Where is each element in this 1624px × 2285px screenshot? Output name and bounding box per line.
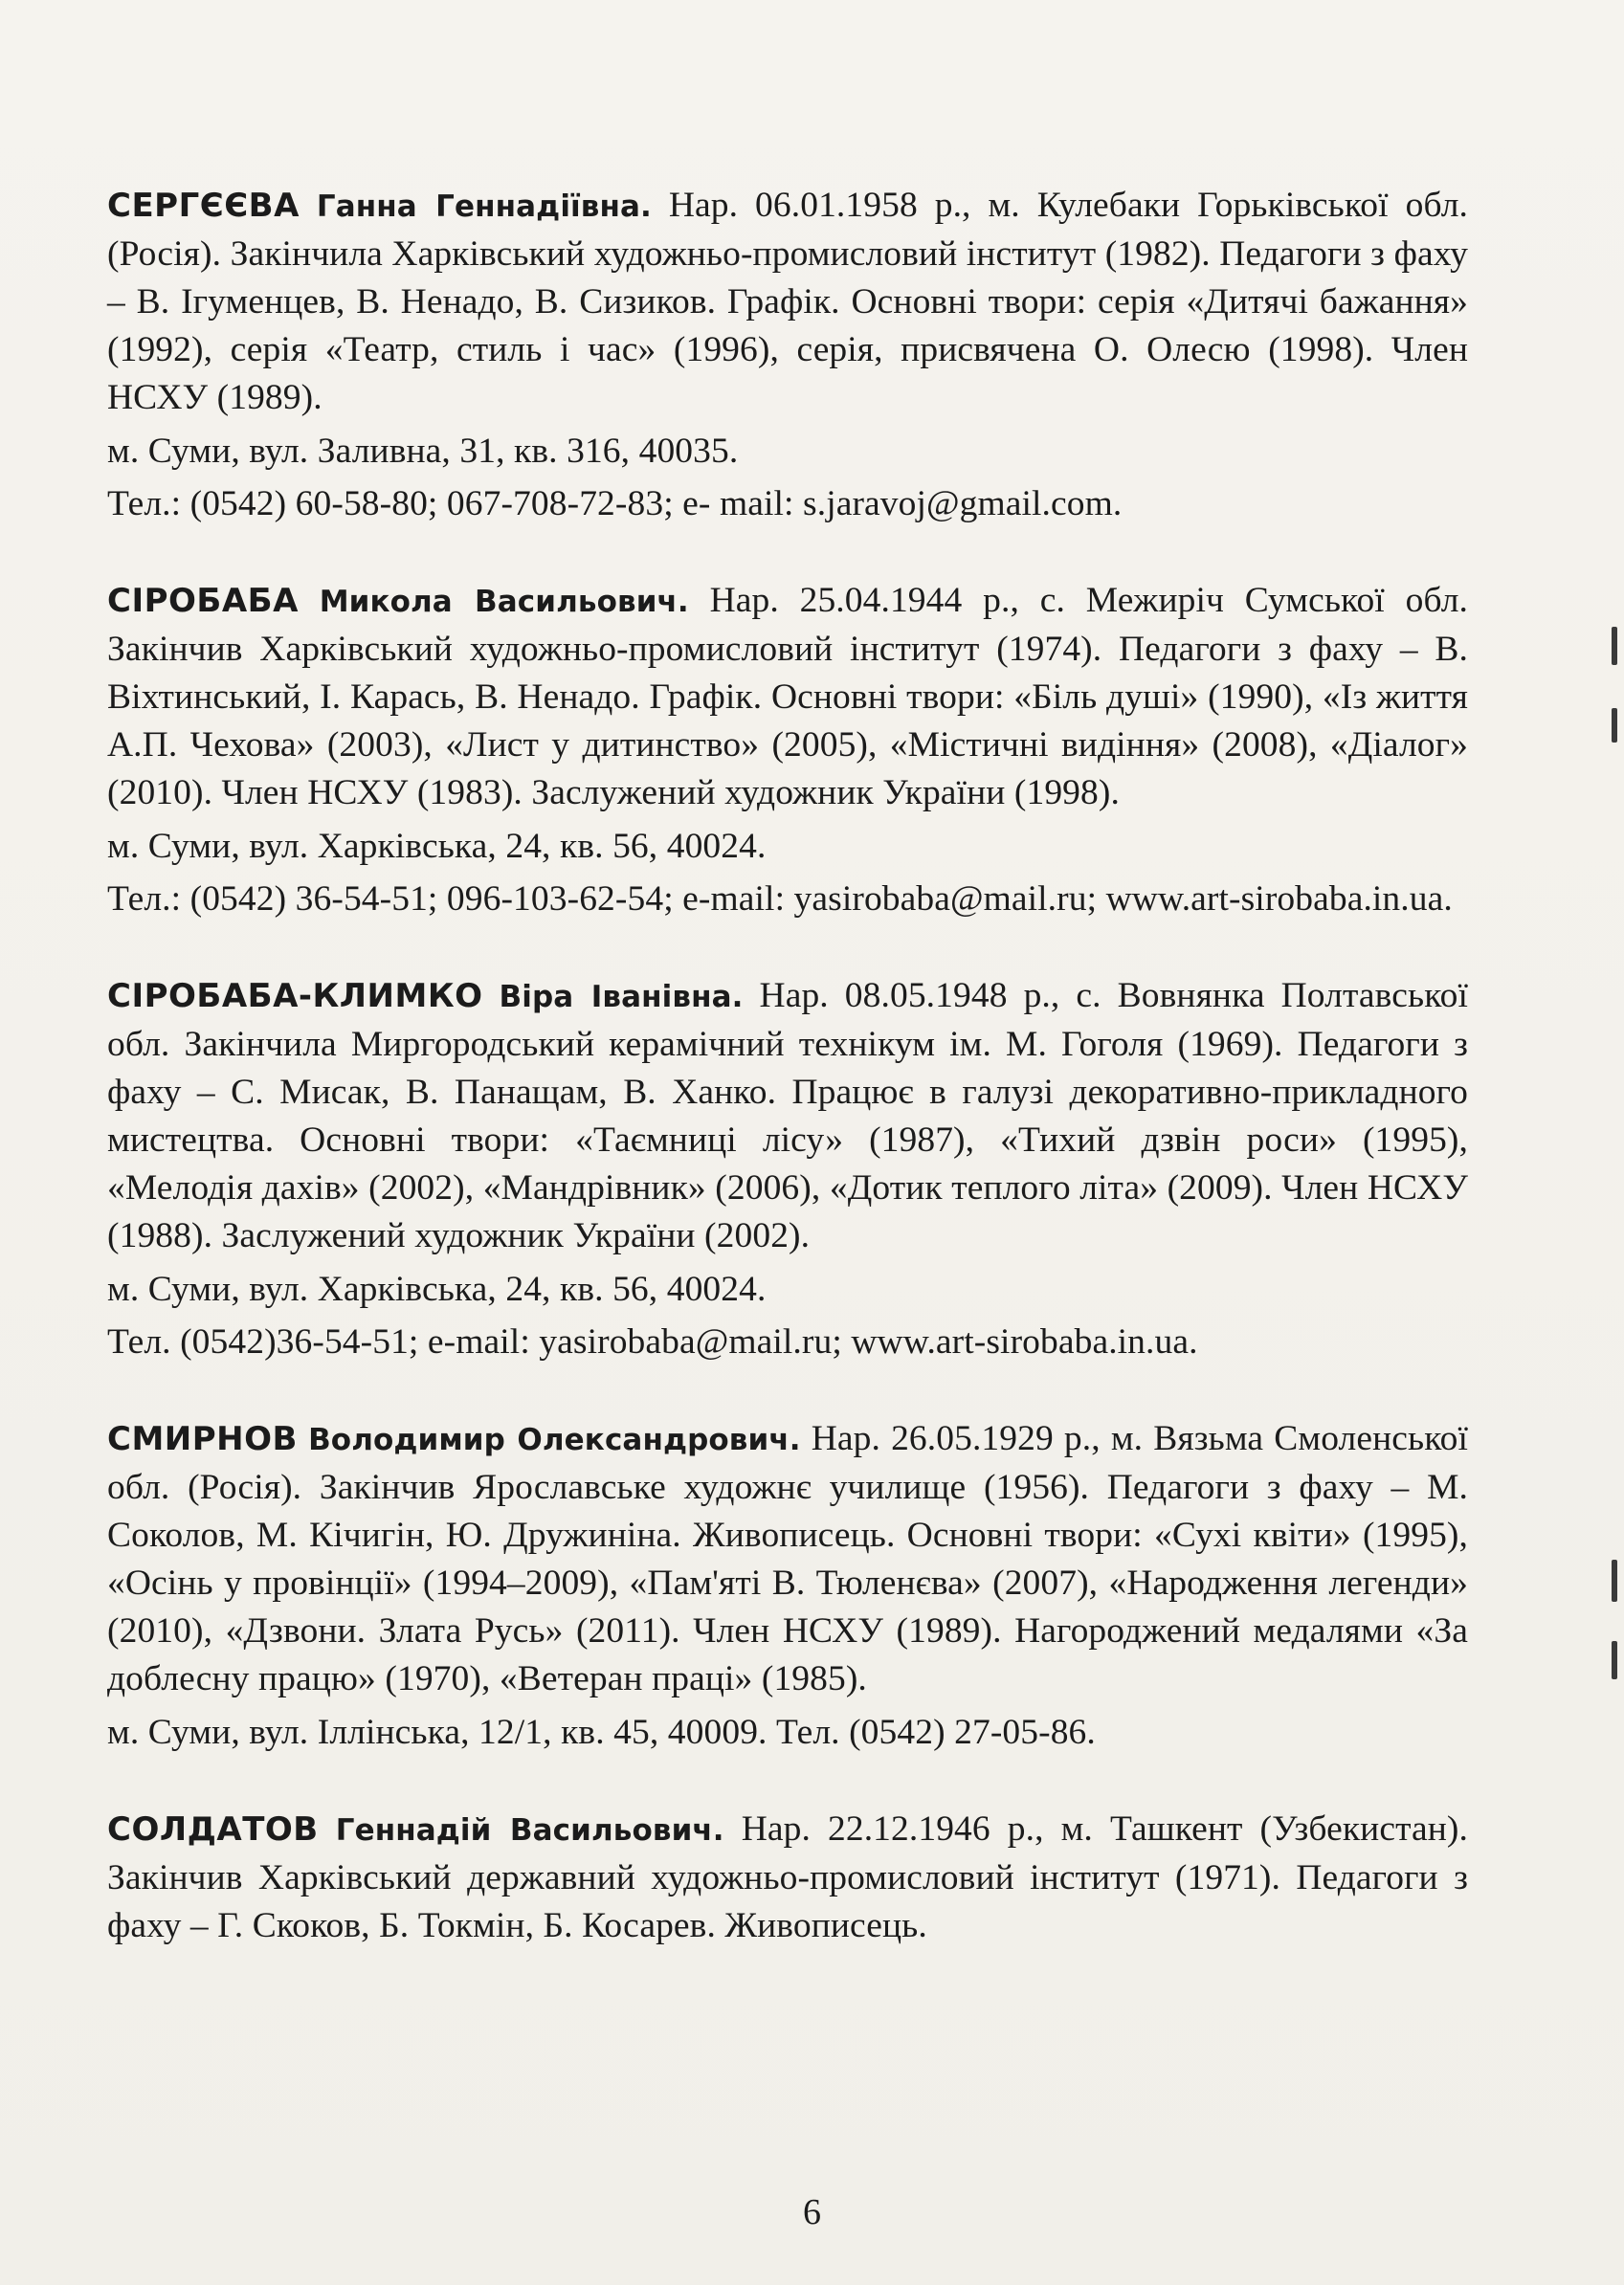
entries-list	[107, 182, 1468, 1999]
entry-surname: СІРОБАБА	[107, 582, 299, 620]
binding-mark	[1612, 1560, 1617, 1602]
entry-bio	[107, 1415, 1468, 1703]
entry-bio-text: Нар. 26.05.1929 р., м. Вязьма Смоленської обл. (Росія). Закінчив Ярославське художнє училище (1956). Педагоги з фаху – М. Соколов, М. Кічигін, Ю. Дружиніна. Живописець. Основні твори: «Сухі квіти» (1995), «Осінь у провінції» (1994–2009), «Пам'яті В. Тюленєва» (2007), «Народження легенди» (2010), «Дзвони. Злата Русь» (2011). Член НСХУ (1989). Нагороджений медалями «За доблесну працю» (1970), «Ветеран праці» (1985).	[107, 1419, 1469, 1698]
entry-bio	[107, 972, 1468, 1260]
entry-given-name: Геннадій Васильович.	[335, 1813, 724, 1848]
entry-surname: СЕРГЄЄВА	[107, 187, 300, 225]
entry-bio	[107, 1806, 1468, 1950]
entry-bio	[107, 182, 1468, 422]
binding-mark	[1612, 708, 1617, 743]
entry-address: м. Суми, вул. Іллінська, 12/1, кв. 45, 40009. Тел. (0542) 27-05-86.	[107, 1713, 1096, 1752]
binding-mark	[1612, 627, 1617, 665]
entry-contacts: Тел.: (0542) 60-58-80; 067-708-72-83; e- mail: s.jaravoj@gmail.com.	[107, 484, 1123, 523]
entry-address: м. Суми, вул. Харківська, 24, кв. 56, 40024.	[107, 827, 767, 866]
entry-soldatov	[107, 1806, 1468, 1950]
entry-given-name: Микола Васильович.	[319, 585, 689, 619]
entry-sirobaba-klymko	[107, 972, 1468, 1366]
entry-bio	[107, 577, 1468, 817]
entry-address: м. Суми, вул. Харківська, 24, кв. 56, 40024.	[107, 1270, 767, 1309]
entry-address: м. Суми, вул. Заливна, 31, кв. 316, 40035.	[107, 432, 739, 471]
entry-smyrnov	[107, 1415, 1468, 1757]
entry-bio-text: Нар. 22.12.1946 р., м. Ташкент (Узбекистан). Закінчив Харківський державний художньо-промисловий інститут (1971). Педагоги з фаху – Г. Скоков, Б. Токмін, Б. Косарев. Живописець.	[107, 1809, 1468, 1945]
entry-bio-text: Нар. 25.04.1944 р., с. Межиріч Сумської обл. Закінчив Харківський художньо-промисловий інститут (1974). Педагоги з фаху – В. Віхтинський, І. Карась, В. Ненадо. Графік. Основні твори: «Біль душі» (1990), «Із життя А.П. Чехова» (2003), «Лист у дитинство» (2005), «Містичні видіння» (2008), «Діалог» (2010). Член НСХУ (1983). Заслужений художник України (1998).	[107, 581, 1468, 812]
entry-sergeeva	[107, 182, 1468, 528]
entry-sirobaba	[107, 577, 1468, 923]
entry-bio-text: Нар. 06.01.1958 р., м. Кулебаки Горьківської обл. (Росія). Закінчила Харківський художньо-промисловий інститут (1982). Педагоги з фаху – В. Ігуменцев, В. Ненадо, В. Сизиков. Графік. Основні твори: серія «Дитячі бажання» (1992), серія «Театр, стиль і час» (1996), серія, присвячена О. Олесю (1998). Член НСХУ (1989).	[107, 186, 1468, 417]
entry-bio-text: Нар. 08.05.1948 р., с. Вовнянка Полтавської обл. Закінчила Миргородський керамічний технікум ім. М. Гоголя (1969). Педагоги з фаху – С. Мисак, В. Панащам, В. Ханко. Працює в галузі декоративно-прикладного мистецтва. Основні твори: «Таємниці лісу» (1987), «Тихий дзвін роси» (1995), «Мелодія дахів» (2002), «Мандрівник» (2006), «Дотик теплого літа» (2009). Член НСХУ (1988). Заслужений художник України (2002).	[107, 976, 1468, 1255]
entry-surname: СМИРНОВ	[107, 1420, 298, 1458]
entry-contacts: Тел.: (0542) 36-54-51; 096-103-62-54; e-mail: yasirobaba@mail.ru; www.art-sirobaba.in.ua.	[107, 879, 1453, 919]
entry-given-name: Віра Іванівна.	[499, 980, 744, 1014]
entry-contacts: Тел. (0542)36-54-51; e-mail: yasirobaba@mail.ru; www.art-sirobaba.in.ua.	[107, 1322, 1198, 1362]
binding-mark	[1612, 1641, 1617, 1679]
entry-surname: СОЛДАТОВ	[107, 1810, 319, 1849]
page-number: 6	[803, 2192, 821, 2232]
entry-given-name: Ганна Геннадіївна.	[316, 189, 652, 224]
entry-surname: СІРОБАБА-КЛИМКО	[107, 977, 483, 1015]
entry-given-name: Володимир Олександрович.	[308, 1423, 801, 1457]
